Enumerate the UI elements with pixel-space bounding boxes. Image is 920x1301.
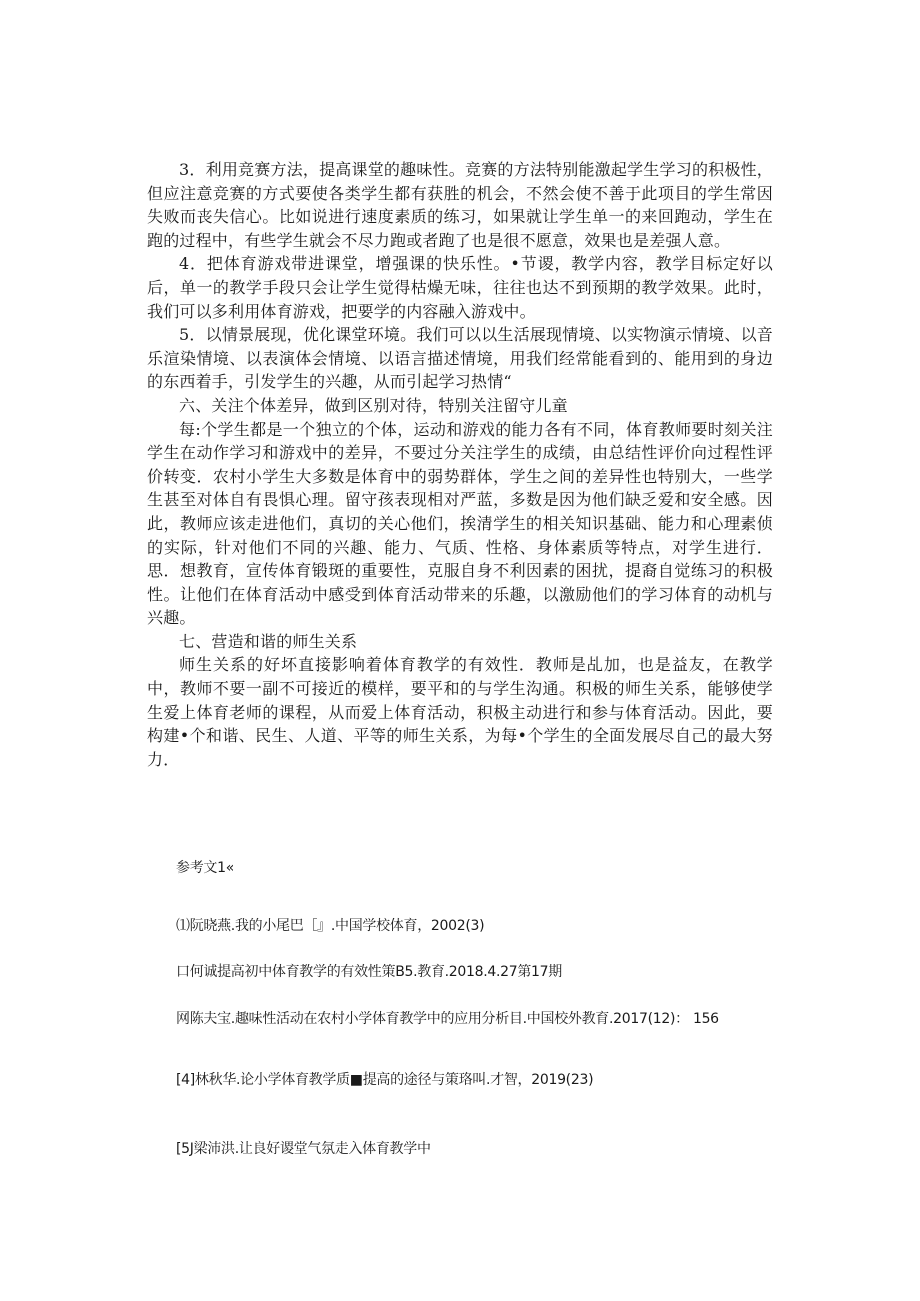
paragraph-5-scenario: 5．以情景展现，优化课堂环境。我们可以以生活展现情境、以实物演示情境、以音乐渲染情境、以表演体会情境、以语言描述情境，用我们经常能看到的、能用到的身边的东西着手，引发学生的兴趣，从而引起学习热情“ bbox=[147, 325, 773, 392]
references-title: 参考文1« bbox=[176, 860, 234, 876]
paragraph-teacher-student: 师生关系的好坏直接影响着体育教学的有效性．教师是乩加，也是益友，在教学中，教师不要一副不可接近的模样，要平和的与学生沟通。积极的师生关系，能够使学生爱上体育老师的课程，从而爱上体育活动，积极主动进行和参与体育活动。因此，要构建•个和谐、民生、人道、平等的师生关系，为每•个学生的全面发展尽自己的最大努力． bbox=[147, 655, 773, 769]
reference-item-5: [5J梁沛洪.让良好谡堂气氛走入体育教学中 bbox=[176, 1141, 431, 1157]
section-heading-7: 七、营造和谐的师生关系 bbox=[179, 631, 358, 651]
reference-item-4: [4]林秋华.论小学体育教学质■提高的途径与策珞叫.才智，2019(23) bbox=[176, 1072, 594, 1088]
reference-item-2: 口何诚提高初中体育教学的有效性策B5.教育.2018.4.27第17期 bbox=[176, 964, 562, 980]
body-text bbox=[147, 158, 773, 771]
reference-item-3: 网陈夫宝.趣味性活动在农村小学体育教学中的应用分析目.中国校外教育.2017(12)： 156 bbox=[176, 1011, 719, 1027]
reference-item-1: ⑴阮晓燕.我的小尾巴［』.中国学校体育，2002(3) bbox=[176, 918, 485, 934]
paragraph-individual-differences: 每:个学生都是一个独立的个体，运动和游戏的能力各有不同，体育教师要时刻关注学生在动作学习和游戏中的差异，不要过分关注学生的成绩，由总结性评价向过程性评价转变．农村小学生大多数是体育中的弱势群体，学生之间的差异性也特别大，一些学生甚至对体自有畏惧心理。留守孩表现相对严蓝，多数是因为他们缺乏爱和安全感。因此，教师应该走进他们，真切的关心他们，挨清学生的相关知识基础、能力和心理素侦的实际，针对他们不同的兴趣、能力、气质、性格、身体素质等特点，对学生进行．思．想教育，宣传体育锻斑的重要性，克服自身不利因素的困扰，提裔自觉练习的积极性。让他们在体育活动中感受到体育活动带来的乐趣，以激励他们的学习体育的动机与兴趣。 bbox=[147, 419, 773, 628]
section-heading-6: 六、关注个体差异，做到区别对待，特别关注留守儿童 bbox=[179, 395, 568, 415]
paragraph-4-games: 4．把体育游戏带进课堂，增强课的快乐性。•节谡，教学内容，教学目标定好以后，单一的教学手段只会让学生觉得枯燥无味，往往也达不到预期的教学效果。此时，我们可以多利用体育游戏，把要学的内容融入游戏中。 bbox=[147, 254, 773, 321]
paragraph-3-competition: 3．利用竞赛方法，提高课堂的趣味性。竞赛的方法特别能激起学生学习的积极性，但应注意竞赛的方式要使各类学生都有获胜的机会，不然会使不善于此项目的学生常因失败而丧失信心。比如说进行速度素质的练习，如果就让学生单一的来回跑动，学生在跑的过程中，有些学生就会不尽力跑或者跑了也是很不愿意，效果也是差强人意。 bbox=[147, 160, 773, 250]
